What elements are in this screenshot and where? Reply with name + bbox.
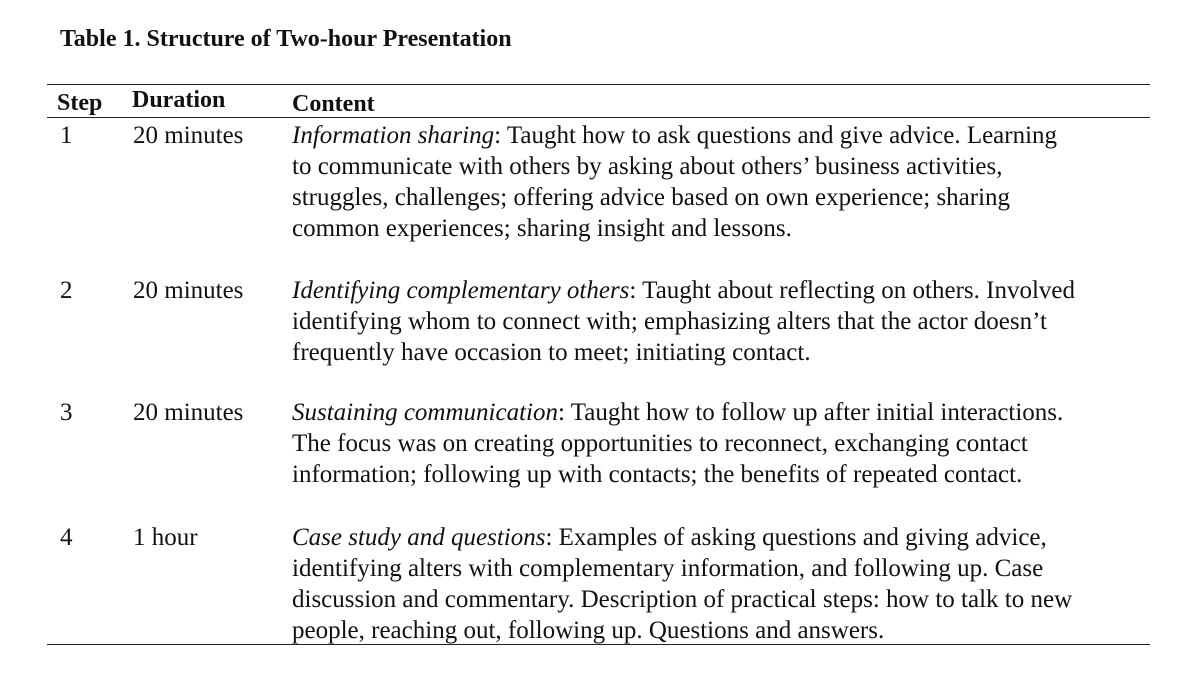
- content-lead: Information sharing: [292, 122, 495, 149]
- header-rule: [47, 117, 1150, 118]
- content-line: people, reaching out, following up. Questions and answers.: [292, 617, 885, 644]
- step-cell: 1: [60, 122, 73, 149]
- duration-cell: 20 minutes: [133, 399, 244, 426]
- header-content: Content: [292, 91, 375, 117]
- content-line: [292, 397, 1152, 428]
- content-text: : Taught how to follow up after initial interactions.: [557, 399, 1064, 426]
- content-line: common experiences; sharing insight and lessons.: [292, 215, 792, 242]
- step-cell: 3: [60, 399, 73, 426]
- content-line: identifying whom to connect with; emphasizing alters that the actor doesn’t: [292, 308, 1047, 335]
- content-cell: [292, 275, 1152, 368]
- table-top-rule: [47, 84, 1150, 85]
- content-cell: [292, 120, 1152, 244]
- content-line: The focus was on creating opportunities to reconnect, exchanging contact: [292, 430, 1028, 457]
- header-duration: Duration: [132, 87, 226, 113]
- content-line: identifying alters with complementary information, and following up. Case: [292, 555, 1044, 582]
- content-lead: Case study and questions: [292, 524, 546, 551]
- content-text: : Examples of asking questions and giving advice,: [545, 524, 1047, 551]
- content-text: : Taught about reflecting on others. Involved: [629, 277, 1076, 304]
- step-cell: 2: [60, 277, 73, 304]
- header-step: Step: [57, 90, 103, 116]
- content-cell: [292, 397, 1152, 490]
- content-line: frequently have occasion to meet; initiating contact.: [292, 339, 811, 366]
- table-bottom-rule: [47, 644, 1150, 645]
- duration-cell: 20 minutes: [133, 277, 244, 304]
- content-line: to communicate with others by asking about others’ business activities,: [292, 153, 1003, 180]
- content-text: : Taught how to ask questions and give advice. Learning: [494, 122, 1058, 149]
- step-cell: 4: [60, 524, 73, 551]
- content-lead: Identifying complementary others: [292, 277, 630, 304]
- content-line: information; following up with contacts; the benefits of repeated contact.: [292, 461, 1023, 488]
- content-cell: [292, 522, 1152, 646]
- content-line: [292, 275, 1152, 306]
- content-line: [292, 522, 1152, 553]
- table-title: Table 1. Structure of Two-hour Presentation: [60, 26, 512, 52]
- content-line: struggles, challenges; offering advice based on own experience; sharing: [292, 184, 1011, 211]
- duration-cell: 20 minutes: [133, 122, 244, 149]
- content-line: [292, 120, 1152, 151]
- duration-cell: 1 hour: [133, 524, 198, 551]
- content-lead: Sustaining communication: [292, 399, 558, 426]
- content-line: discussion and commentary. Description of practical steps: how to talk to new: [292, 586, 1073, 613]
